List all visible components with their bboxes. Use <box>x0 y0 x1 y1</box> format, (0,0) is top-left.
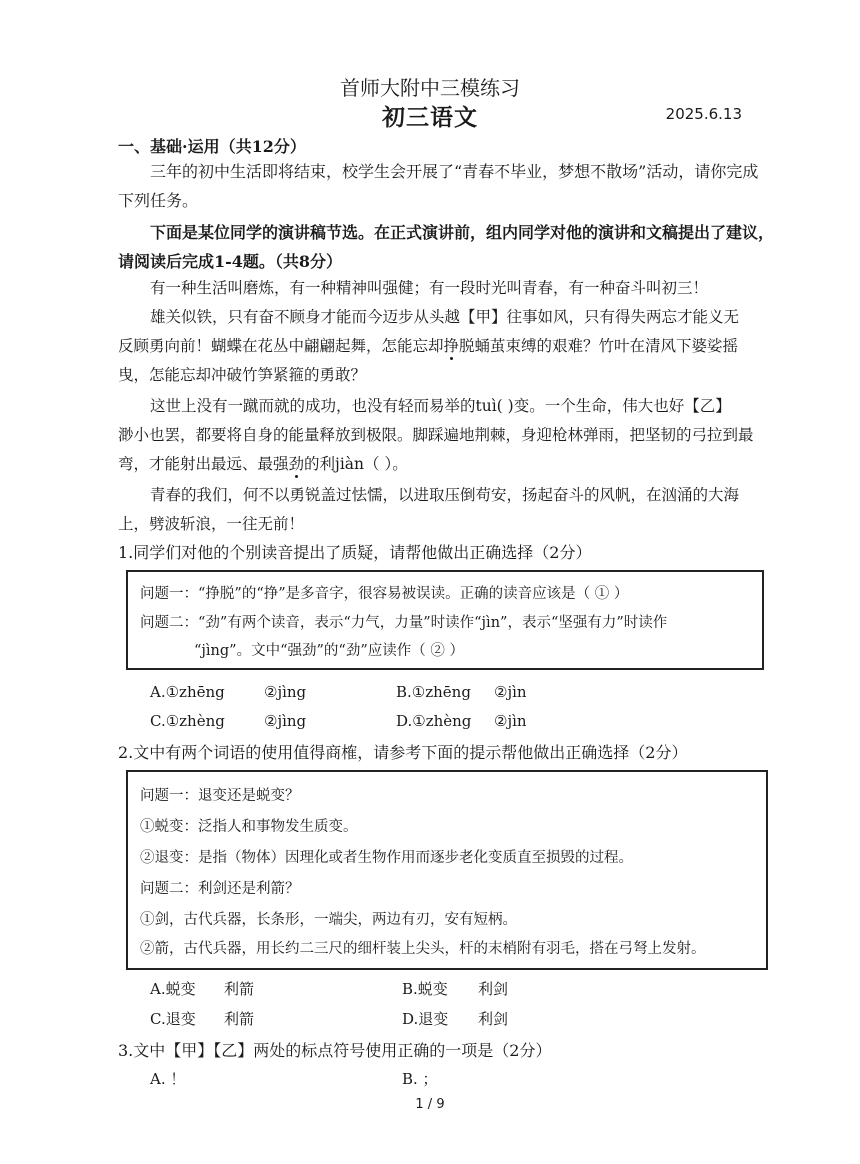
box-line: “jìng”。文中“强劲”的“劲”应读作（ ② ） <box>194 643 464 659</box>
box-line: ①剑，古代兵器，长条形，一端尖，两边有刃，安有短柄。 <box>140 912 517 928</box>
dotted-char: 劲 <box>288 455 305 473</box>
passage-line: 渺小也罢，都要将自身的能量释放到极限。脚踩遍地荆棘，身迎枪林弹雨，把坚韧的弓拉到最 <box>118 426 754 444</box>
option-d: D.①zhèng <box>396 712 472 730</box>
page-number: 1 / 9 <box>415 1097 445 1112</box>
question-2-box <box>126 770 768 970</box>
option-d-part2: ②jìn <box>494 712 527 730</box>
school-title: 首师大附中三模练习 <box>340 76 520 100</box>
option-a: A.蜕变 <box>150 980 196 998</box>
option-a: A.①zhēng <box>150 683 225 701</box>
box-line: 问题一：“挣脱”的“挣”是多音字，很容易被误读。正确的读音应该是（ ① ） <box>140 586 629 602</box>
subject-title: 初三语文 <box>382 104 478 131</box>
section-heading: 一、基础·运用（共12分） <box>118 137 306 156</box>
passage-line: 雄关似铁，只有奋不顾身才能而今迈步从头越【甲】往事如风，只有得失两忘才能义无 <box>150 308 740 326</box>
question-3-stem: 3.文中【甲】【乙】两处的标点符号使用正确的一项是（2分） <box>118 1041 552 1060</box>
intro-line: 下列任务。 <box>118 191 199 210</box>
box-line: 问题一：退变还是蜕变？ <box>140 788 300 804</box>
option-c: C.退变 <box>150 1010 196 1028</box>
dotted-char: 挣 <box>443 337 460 355</box>
option-c: C.①zhèng <box>150 712 225 730</box>
passage-line: 反顾勇向前！蝴蝶在花丛中翩翩起舞，怎能忘却挣脱蛹茧束缚的艰难？竹叶在清风下婆娑摇 <box>118 337 739 355</box>
passage-line: 青春的我们，何不以勇锐盖过怯懦，以进取压倒苟安，扬起奋斗的风帆，在汹涌的大海 <box>150 486 740 504</box>
passage-line: 有一种生活叫磨炼，有一种精神叫强健；有一段时光叫青春，有一种奋斗叫初三！ <box>150 279 709 297</box>
passage-line: 这世上没有一蹴而就的成功，也没有轻而易举的tuì( )变。一个生命，伟大也好【乙】 <box>150 397 731 415</box>
intro-line: 请阅读后完成1-4题。（共8分） <box>118 252 343 271</box>
option-d-part2: 利剑 <box>478 1010 509 1028</box>
option-b-part2: ②jìn <box>494 683 527 701</box>
option-b: B.蜕变 <box>402 980 448 998</box>
box-line: ②箭，古代兵器，用长约二三尺的细杆装上尖头，杆的末梢附有羽毛，搭在弓弩上发射。 <box>140 941 706 957</box>
option-b: B.①zhēng <box>396 683 471 701</box>
question-1-stem: 1.同学们对他的个别读音提出了质疑，请帮他做出正确选择（2分） <box>118 543 592 562</box>
passage-line: 上，劈波斩浪，一往无前！ <box>118 515 305 533</box>
option-c-part2: ②jìng <box>264 712 307 730</box>
option-d: D.退变 <box>402 1010 449 1028</box>
intro-line: 下面是某位同学的演讲稿节选。在正式演讲前，组内同学对他的演讲和文稿提出了建议， <box>150 223 775 242</box>
option-a: A. ！ <box>150 1070 186 1088</box>
exam-date: 2025.6.13 <box>665 105 742 123</box>
passage-line: 弯，才能射出最远、最强劲的利jiàn（ ）。 <box>118 455 408 473</box>
box-line: ①蜕变：泛指人和事物发生质变。 <box>140 819 358 835</box>
question-2-stem: 2.文中有两个词语的使用值得商榷，请参考下面的提示帮他做出正确选择（2分） <box>118 743 688 762</box>
passage-line: 曳，怎能忘却冲破竹笋紧箍的勇敢？ <box>118 366 367 384</box>
option-a-part2: 利箭 <box>224 980 255 998</box>
option-b-part2: 利剑 <box>478 980 509 998</box>
box-line: 问题二：“劲”有两个读音，表示“力气，力量”时读作“jìn”，表示“坚强有力”时读作 <box>140 615 668 631</box>
intro-line: 三年的初中生活即将结束，校学生会开展了“青春不毕业，梦想不散场”活动，请你完成 <box>150 162 759 181</box>
box-line: ②退变：是指（物体）因理化或者生物作用而逐步老化变质直至损毁的过程。 <box>140 850 633 866</box>
option-a-part2: ②jìng <box>264 683 307 701</box>
box-line: 问题二：利剑还是利箭？ <box>140 881 300 897</box>
option-c-part2: 利箭 <box>224 1010 255 1028</box>
question-1-box <box>126 570 764 670</box>
option-b: B. ； <box>402 1070 438 1088</box>
